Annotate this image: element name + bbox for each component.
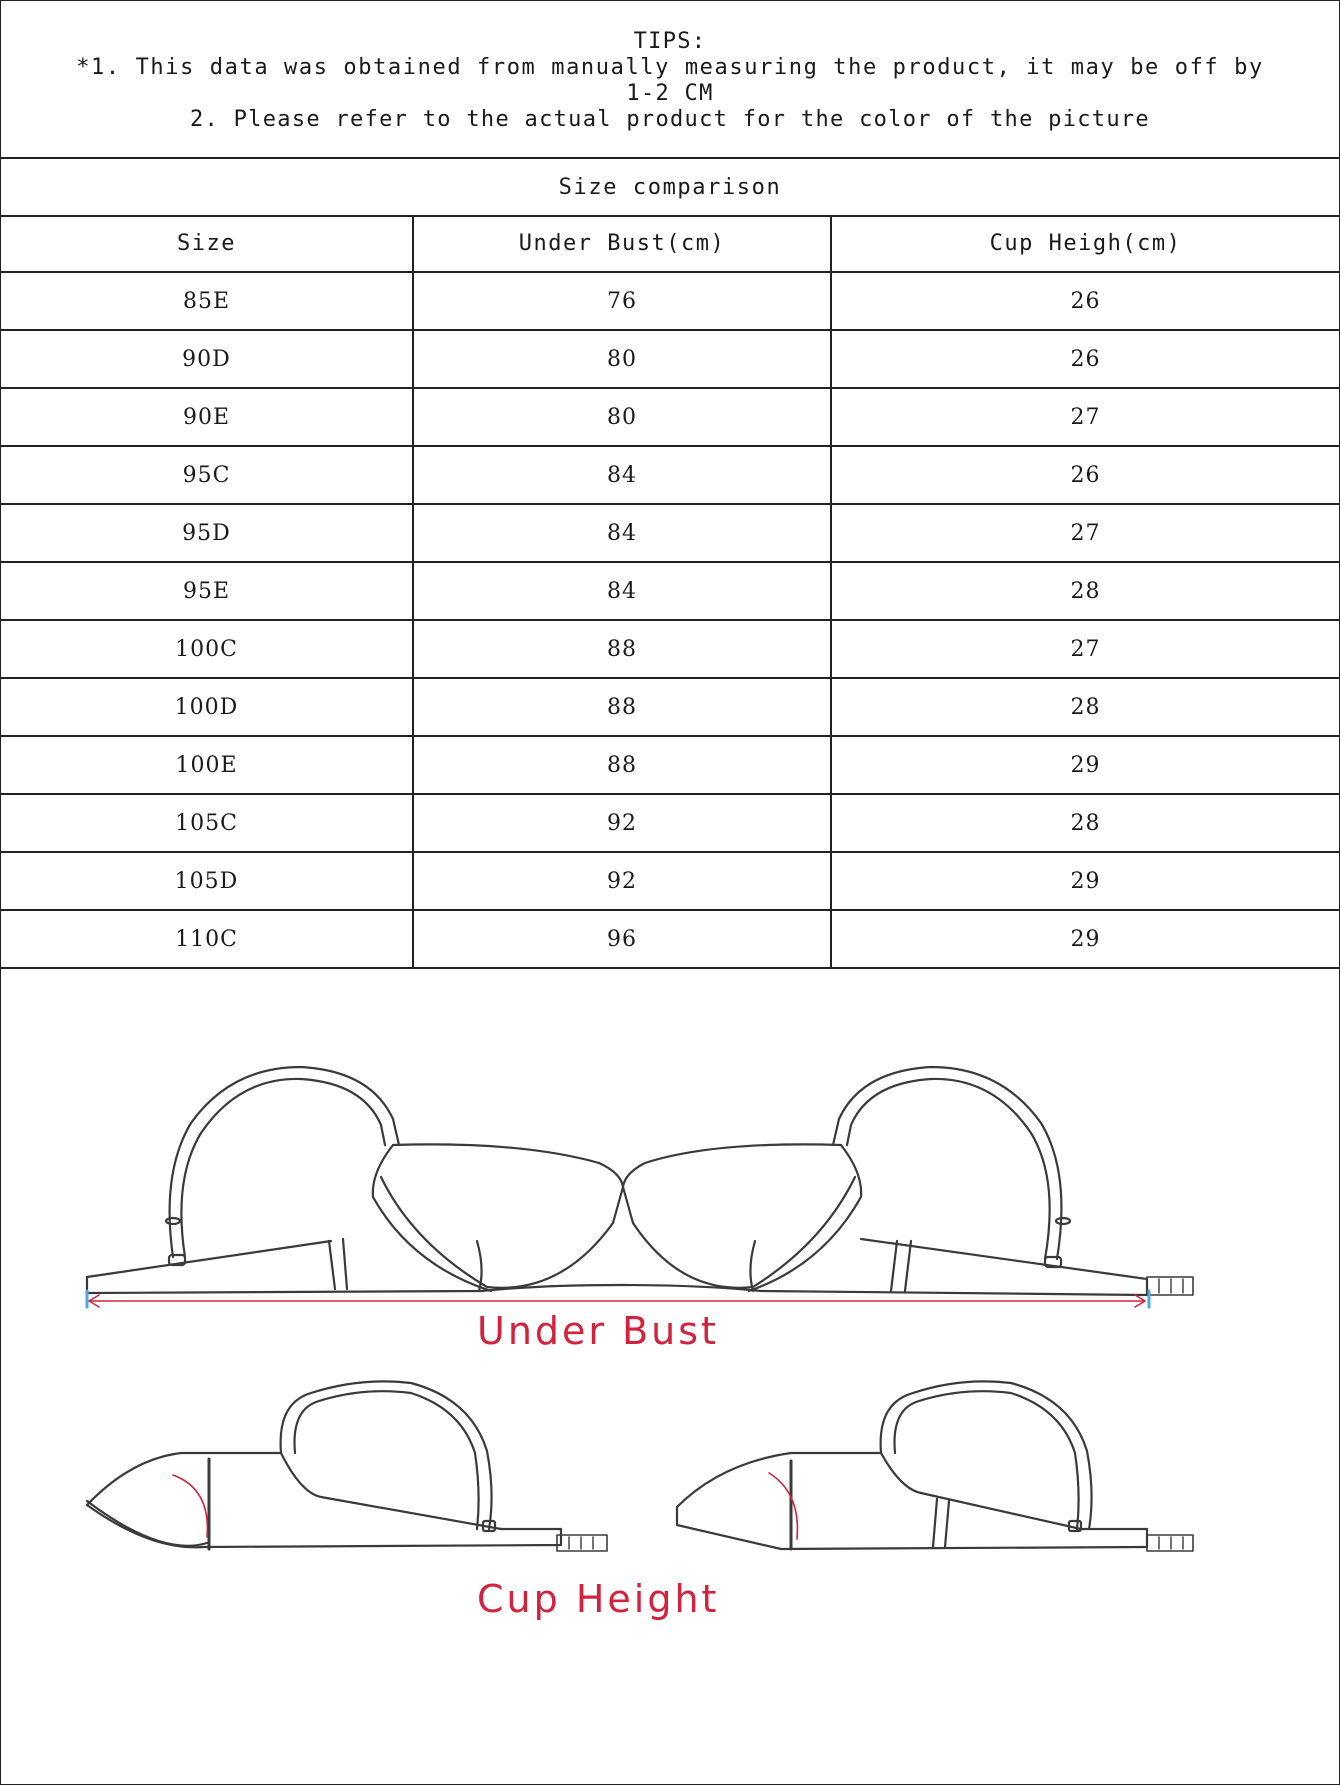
table-row bbox=[1, 736, 1339, 794]
cell-size: 100E bbox=[1, 736, 413, 794]
table-row bbox=[1, 446, 1339, 504]
cell-under-bust: 88 bbox=[413, 736, 831, 794]
table-row bbox=[1, 330, 1339, 388]
cell-size: 110C bbox=[1, 910, 413, 968]
tips-line-1: *1. This data was obtained from manually measuring the product, it may be off by bbox=[76, 55, 1264, 80]
header-cup-height: Cup Heigh(cm) bbox=[831, 215, 1339, 272]
header-size: Size bbox=[1, 215, 413, 272]
tips-line-2: 2. Please refer to the actual product for the color of the picture bbox=[190, 107, 1150, 132]
cell-cup-height: 26 bbox=[831, 272, 1339, 330]
cell-size: 105D bbox=[1, 852, 413, 910]
cell-size: 100D bbox=[1, 678, 413, 736]
cell-cup-height: 29 bbox=[831, 852, 1339, 910]
cell-cup-height: 26 bbox=[831, 446, 1339, 504]
table-row bbox=[1, 910, 1339, 968]
front-view-bra bbox=[87, 1067, 1193, 1307]
bra-illustrations bbox=[1, 973, 1339, 1783]
cell-size: 90D bbox=[1, 330, 413, 388]
cell-size: 85E bbox=[1, 272, 413, 330]
cell-under-bust: 84 bbox=[413, 562, 831, 620]
cell-cup-height: 28 bbox=[831, 794, 1339, 852]
cell-under-bust: 92 bbox=[413, 852, 831, 910]
table-row bbox=[1, 504, 1339, 562]
under-bust-label: Under Bust bbox=[477, 1309, 719, 1353]
table-row bbox=[1, 794, 1339, 852]
cell-size: 95C bbox=[1, 446, 413, 504]
cell-cup-height: 28 bbox=[831, 562, 1339, 620]
cell-under-bust: 84 bbox=[413, 446, 831, 504]
size-comparison-title: Size comparison bbox=[1, 159, 1339, 217]
table-row bbox=[1, 620, 1339, 678]
side-view-bra-right bbox=[677, 1381, 1193, 1551]
cell-cup-height: 26 bbox=[831, 330, 1339, 388]
cell-under-bust: 76 bbox=[413, 272, 831, 330]
table-header-row bbox=[1, 215, 1339, 272]
measurement-diagram bbox=[1, 973, 1339, 1783]
side-view-bra-left bbox=[87, 1381, 607, 1551]
header-under-bust: Under Bust(cm) bbox=[413, 215, 831, 272]
cell-under-bust: 80 bbox=[413, 388, 831, 446]
table-row bbox=[1, 272, 1339, 330]
cell-under-bust: 88 bbox=[413, 678, 831, 736]
size-table bbox=[1, 215, 1339, 969]
table-row bbox=[1, 562, 1339, 620]
cell-cup-height: 27 bbox=[831, 388, 1339, 446]
table-row bbox=[1, 852, 1339, 910]
cell-size: 105C bbox=[1, 794, 413, 852]
cell-cup-height: 29 bbox=[831, 910, 1339, 968]
cup-height-label: Cup Height bbox=[477, 1577, 720, 1621]
cell-size: 95E bbox=[1, 562, 413, 620]
tips-section bbox=[1, 1, 1339, 159]
cell-cup-height: 27 bbox=[831, 620, 1339, 678]
cell-under-bust: 88 bbox=[413, 620, 831, 678]
table-row bbox=[1, 678, 1339, 736]
tips-heading: TIPS: bbox=[633, 29, 707, 54]
cell-size: 90E bbox=[1, 388, 413, 446]
table-row bbox=[1, 388, 1339, 446]
cell-size: 100C bbox=[1, 620, 413, 678]
cell-size: 95D bbox=[1, 504, 413, 562]
cell-cup-height: 29 bbox=[831, 736, 1339, 794]
cell-under-bust: 92 bbox=[413, 794, 831, 852]
cell-cup-height: 27 bbox=[831, 504, 1339, 562]
cell-under-bust: 80 bbox=[413, 330, 831, 388]
cell-under-bust: 84 bbox=[413, 504, 831, 562]
cell-under-bust: 96 bbox=[413, 910, 831, 968]
tips-line-1-continued: 1-2 CM bbox=[626, 81, 714, 106]
cell-cup-height: 28 bbox=[831, 678, 1339, 736]
